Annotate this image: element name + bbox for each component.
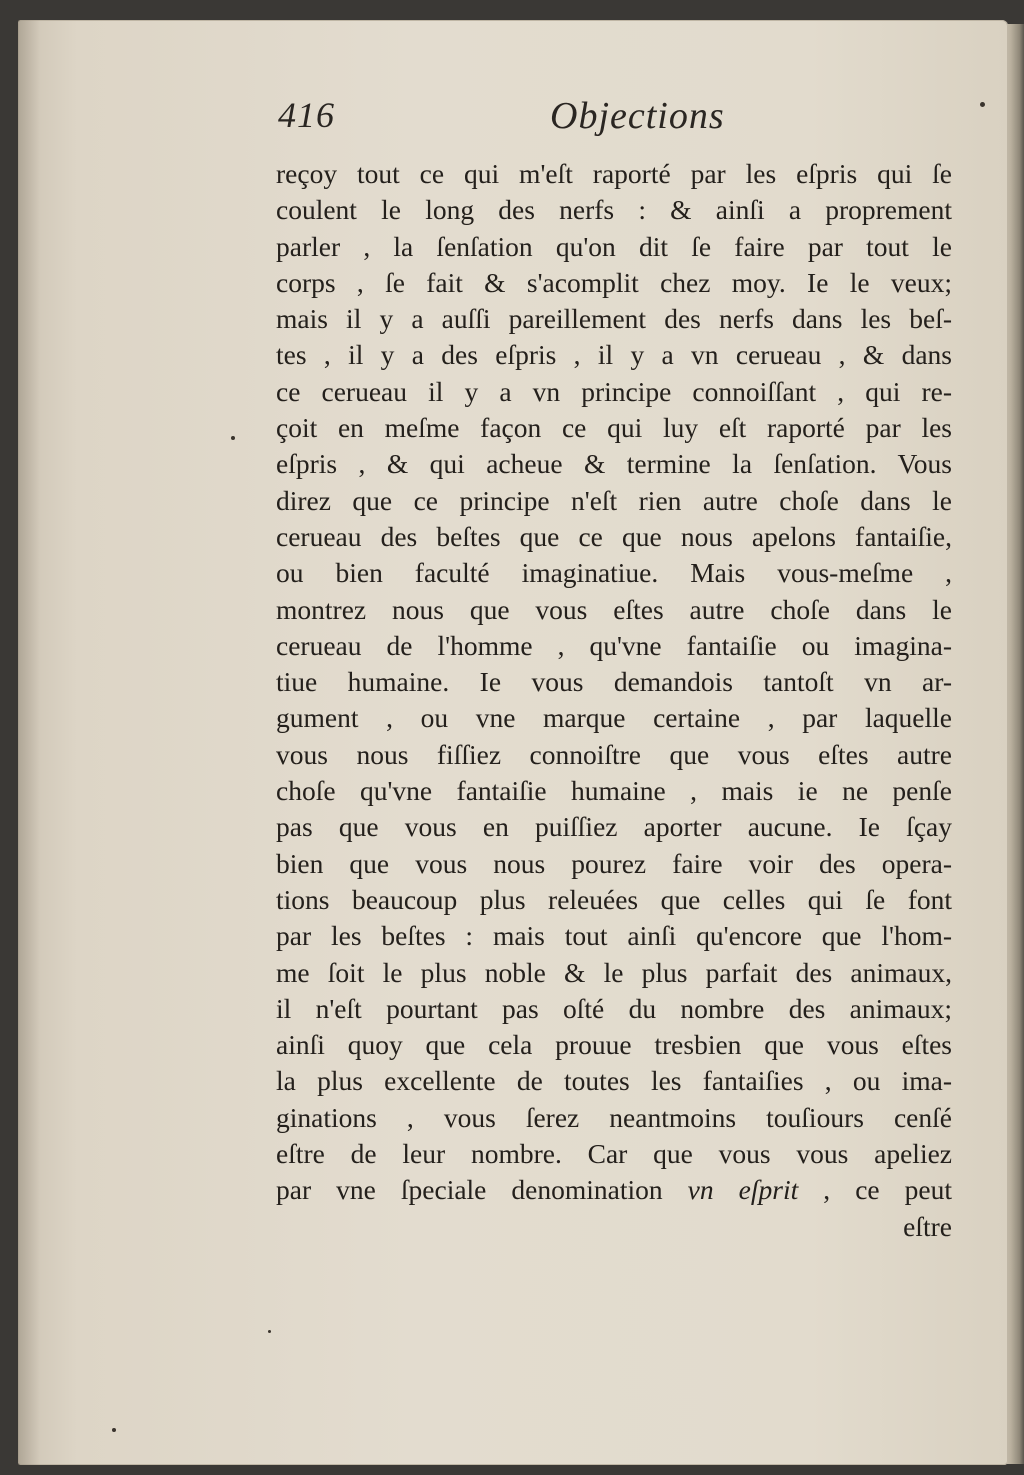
- text-line: mais il y a auſſi pareillement des nerfs dans les beſ-: [276, 303, 952, 335]
- paper-speck: [231, 436, 235, 440]
- italic-term: vn eſprit: [687, 1174, 799, 1206]
- text-line: cerueau des beſtes que ce que nous apelons fantaiſie,: [276, 520, 952, 552]
- text-line: ainſi quoy que cela prouue tresbien que vous eſtes: [276, 1029, 952, 1061]
- catchword: eſtre: [903, 1210, 952, 1242]
- text-line: montrez nous que vous eſtes autre choſe dans le: [276, 593, 952, 625]
- text-line: ginations , vous ſerez neantmoins touſiours cenſé: [276, 1101, 952, 1133]
- text-line-last: [276, 1172, 952, 1208]
- text-line: direz que ce principe n'eſt rien autre choſe dans le: [276, 484, 952, 516]
- paper-speck: [980, 102, 985, 107]
- text-line: tions beaucoup plus releuées que celles qui ſe font: [276, 883, 952, 915]
- text-line: tiue humaine. Ie vous demandois tantoſt vn ar-: [276, 666, 952, 698]
- text-line: reçoy tout ce qui m'eſt raporté par les eſpris qui ſe: [276, 158, 952, 189]
- text-line: çoit en meſme façon ce qui luy eſt raporté par les: [276, 412, 952, 444]
- running-head: Objections: [550, 95, 725, 137]
- text-line: ce cerueau il y a vn principe connoiſſant , qui re-: [276, 375, 952, 407]
- text-line: tes , il y a des eſpris , il y a vn cerueau , & dans: [276, 339, 952, 371]
- text-line: cerueau de l'homme , qu'vne fantaiſie ou imagina-: [276, 629, 952, 661]
- page-number: 416: [278, 95, 335, 135]
- text-line: ou bien faculté imaginatiue. Mais vous-meſme ,: [276, 557, 952, 589]
- page-gutter-shadow: [18, 20, 40, 1465]
- text-segment: par vne ſpeciale denomination: [276, 1174, 688, 1206]
- text-segment: , ce peut: [798, 1174, 952, 1206]
- text-line: choſe qu'vne fantaiſie humaine , mais ie ne penſe: [276, 775, 952, 807]
- text-line: vous nous fiſſiez connoiſtre que vous eſtes autre: [276, 738, 952, 770]
- text-line: parler , la ſenſation qu'on dit ſe faire par tout le: [276, 230, 952, 262]
- text-line: la plus excellente de toutes les fantaiſies , ou ima-: [276, 1065, 952, 1097]
- text-line: pas que vous en puiſſiez aporter aucune. Ie ſçay: [276, 811, 952, 843]
- body-text: [276, 156, 952, 1245]
- text-line: corps , ſe fait & s'acomplit chez moy. Ie le veux;: [276, 266, 952, 298]
- paper-speck: [112, 1428, 116, 1432]
- text-line: gument , ou vne marque certaine , par laquelle: [276, 702, 952, 734]
- text-line: bien que vous nous pourez faire voir des opera-: [276, 847, 952, 879]
- text-line: eſtre de leur nombre. Car que vous vous apeliez: [276, 1138, 952, 1170]
- text-line: il n'eſt pourtant pas oſté du nombre des animaux;: [276, 992, 952, 1024]
- text-line: par les beſtes : mais tout ainſi qu'encore que l'hom-: [276, 920, 952, 952]
- text-line: eſpris , & qui acheue & termine la ſenſation. Vous: [276, 448, 952, 480]
- text-line: me ſoit le plus noble & le plus parfait des animaux,: [276, 956, 952, 988]
- text-line: coulent le long des nerfs : & ainſi a proprement: [276, 194, 952, 226]
- paper-speck: [268, 1330, 271, 1333]
- page-header: [278, 94, 958, 146]
